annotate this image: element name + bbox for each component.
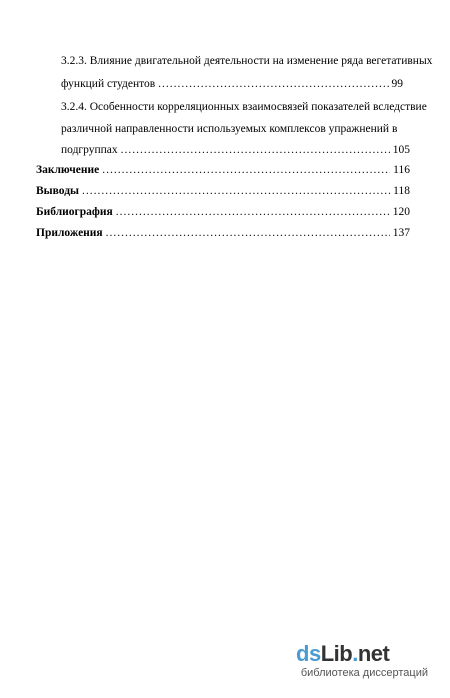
toc-item-3-2-4[interactable]	[61, 143, 410, 157]
dot-leader	[102, 163, 390, 177]
toc-item-3-2-4-line1: 3.2.4. Особенности корреляционных взаимосвязей показателей вследствие	[61, 101, 427, 113]
toc-page-number: 120	[392, 206, 410, 218]
toc-section-title: Приложения	[36, 227, 103, 239]
toc-page-number: 137	[392, 227, 410, 239]
toc-section-appendices[interactable]	[36, 226, 410, 240]
toc-page-number: 99	[391, 78, 403, 90]
dot-leader	[82, 184, 390, 198]
dslib-subtitle: библиотека диссертаций	[300, 667, 428, 679]
toc-page-number: 105	[392, 144, 410, 156]
toc-item-3-2-3[interactable]	[61, 77, 403, 91]
toc-section-title: Заключение	[36, 164, 100, 176]
toc-section-bibliography[interactable]	[36, 205, 410, 219]
dot-leader	[121, 143, 390, 157]
toc-section-title: Библиография	[36, 206, 113, 218]
dot-leader	[106, 226, 390, 240]
dot-leader	[116, 205, 390, 219]
toc-page-number: 116	[393, 164, 410, 176]
toc-section-findings[interactable]	[36, 184, 410, 198]
dot-leader	[158, 77, 388, 91]
toc-item-3-2-3-title: функций студентов	[61, 78, 156, 90]
toc-section-title: Выводы	[36, 185, 79, 197]
toc-page-number: 118	[393, 185, 410, 197]
dslib-watermark	[278, 642, 428, 682]
toc-item-3-2-4-title: подгруппах	[61, 144, 118, 156]
dslib-logo: dsLib.net	[296, 641, 390, 666]
toc-item-3-2-3-line1: 3.2.3. Влияние двигательной деятельности на изменение ряда вегетативных	[61, 55, 433, 67]
toc-item-3-2-4-line2: различной направленности используемых комплексов упражнений в	[61, 123, 398, 135]
toc-section-conclusion[interactable]	[36, 163, 410, 177]
